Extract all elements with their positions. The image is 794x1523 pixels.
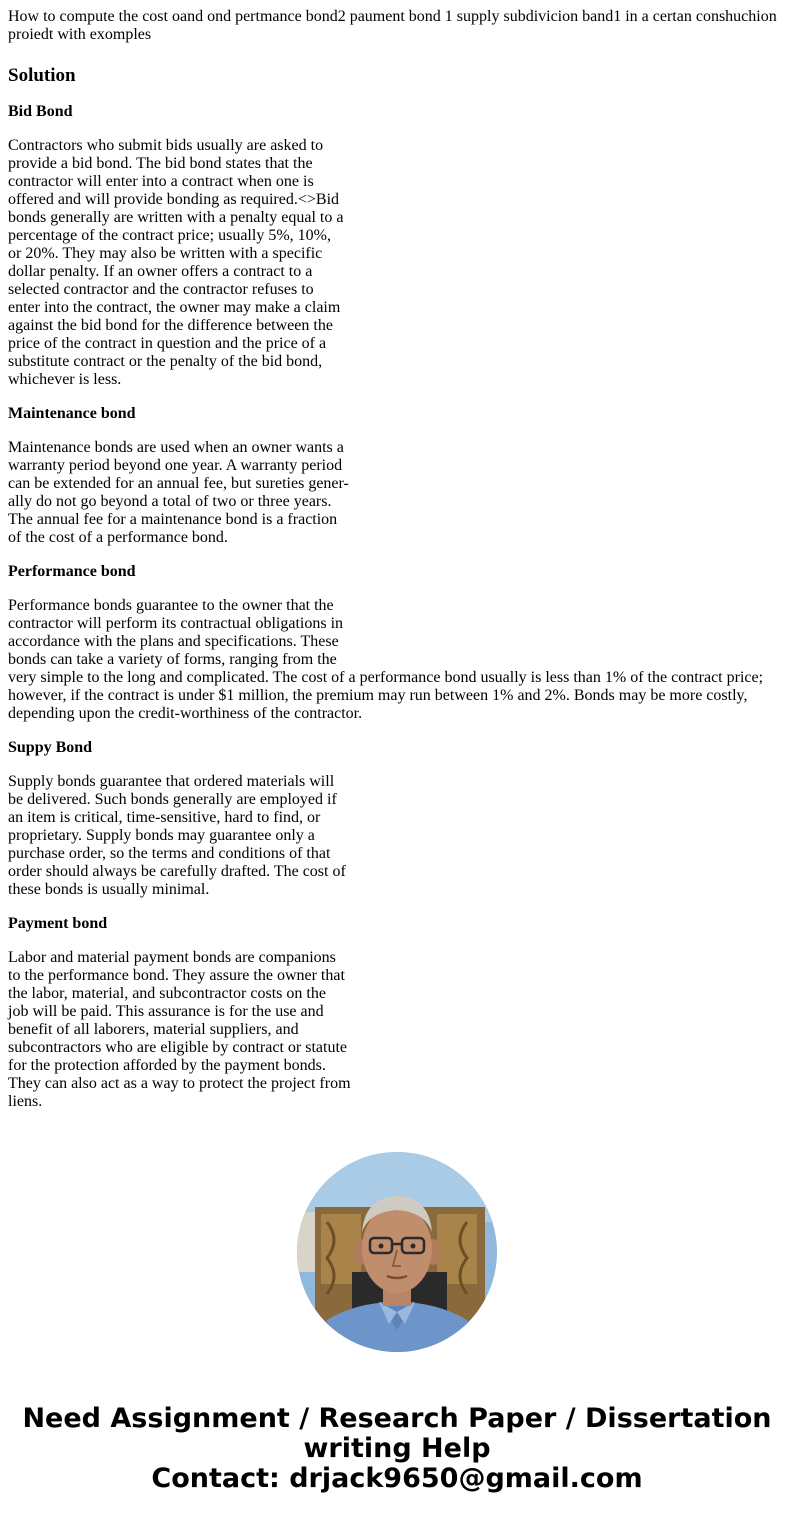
paragraph-tail: very simple to the long and complicated. The cost of a performance bond usually is less than 1% of the contract price; however, if the contract is under $1 million, the premium may run between 1% and 2%. Bonds may be more costly, depending upon the credit-worthiness of the contractor.	[8, 669, 764, 722]
section-maintenance-bond	[8, 405, 786, 547]
paragraph-line: the labor, material, and subcontractor costs on the	[8, 985, 326, 1002]
paragraph-line: whichever is less.	[8, 371, 122, 388]
section-paragraph	[8, 949, 786, 1111]
paragraph-line: price of the contract in question and the price of a	[8, 335, 327, 352]
portrait-image	[297, 1152, 497, 1352]
section-title: Payment bond	[8, 915, 108, 932]
paragraph-line: offered and will provide bonding as required.<>Bid	[8, 191, 340, 208]
paragraph-line: dollar penalty. If an owner offers a contract to a	[8, 263, 313, 280]
paragraph-line: subcontractors who are eligible by contract or statute	[8, 1039, 347, 1056]
paragraph-line: Supply bonds guarantee that ordered materials will	[8, 773, 335, 790]
section-paragraph	[8, 439, 786, 547]
solution-heading: Solution	[8, 65, 76, 86]
section-paragraph	[8, 137, 786, 389]
promo-banner	[0, 1404, 794, 1494]
paragraph-line: benefit of all laborers, material suppliers, and	[8, 1021, 299, 1038]
paragraph-line: or 20%. They may also be written with a specific	[8, 245, 323, 262]
section-paragraph	[8, 597, 786, 723]
paragraph-line: accordance with the plans and specifications. These	[8, 633, 339, 650]
paragraph-line: can be extended for an annual fee, but sureties gener-	[8, 475, 349, 492]
paragraph-line: contractor will perform its contractual obligations in	[8, 615, 344, 632]
paragraph-line: warranty period beyond one year. A warranty period	[8, 457, 343, 474]
paragraph-line: provide a bid bond. The bid bond states that the	[8, 155, 313, 172]
paragraph-line: purchase order, so the terms and conditions of that	[8, 845, 331, 862]
author-portrait	[297, 1152, 497, 1352]
paragraph-line: to the performance bond. They assure the owner that	[8, 967, 345, 984]
paragraph-line: Performance bonds guarantee to the owner that the	[8, 597, 334, 614]
section-title: Performance bond	[8, 563, 136, 580]
paragraph-line: be delivered. Such bonds generally are employed if	[8, 791, 337, 808]
paragraph-line: bonds generally are written with a penalty equal to a	[8, 209, 344, 226]
paragraph-line: Contractors who submit bids usually are asked to	[8, 137, 324, 154]
paragraph-line: these bonds is usually minimal.	[8, 881, 210, 898]
promo-contact: Contact: drjack9650@gmail.com	[151, 1463, 643, 1494]
paragraph-line: job will be paid. This assurance is for the use and	[8, 1003, 324, 1020]
question-text: How to compute the cost oand ond pertmance bond2 paument bond 1 supply subdivicion band1 in a certan conshuchion proiedt with exomples	[8, 8, 777, 43]
paragraph-line: percentage of the contract price; usually 5%, 10%,	[8, 227, 331, 244]
paragraph-line: proprietary. Supply bonds may guarantee only a	[8, 827, 315, 844]
section-supply-bond	[8, 739, 786, 899]
paragraph-line: bonds can take a variety of forms, ranging from the	[8, 651, 337, 668]
paragraph-line: against the bid bond for the difference between the	[8, 317, 333, 334]
paragraph-line: ally do not go beyond a total of two or three years.	[8, 493, 332, 510]
section-bid-bond	[8, 103, 786, 389]
paragraph-line: substitute contract or the penalty of the bid bond,	[8, 353, 323, 370]
paragraph-line: for the protection afforded by the payment bonds.	[8, 1057, 326, 1074]
paragraph-line: an item is critical, time-sensitive, hard to find, or	[8, 809, 321, 826]
section-title: Maintenance bond	[8, 405, 136, 422]
paragraph-line: of the cost of a performance bond.	[8, 529, 228, 546]
paragraph-line: contractor will enter into a contract when one is	[8, 173, 314, 190]
section-payment-bond	[8, 915, 786, 1111]
promo-line: Need Assignment / Research Paper / Dissertation	[22, 1403, 772, 1434]
section-paragraph	[8, 773, 786, 899]
promo-line: writing Help	[303, 1433, 491, 1464]
paragraph-line: The annual fee for a maintenance bond is a fraction	[8, 511, 338, 528]
section-performance-bond	[8, 563, 786, 723]
paragraph-line: liens.	[8, 1093, 43, 1110]
section-title: Bid Bond	[8, 103, 73, 120]
section-title: Suppy Bond	[8, 739, 93, 756]
paragraph-line: selected contractor and the contractor refuses to	[8, 281, 314, 298]
paragraph-line: Labor and material payment bonds are companions	[8, 949, 336, 966]
paragraph-line: order should always be carefully drafted. The cost of	[8, 863, 346, 880]
paragraph-line: They can also act as a way to protect the project from	[8, 1075, 351, 1092]
paragraph-line: enter into the contract, the owner may make a claim	[8, 299, 341, 316]
paragraph-line: Maintenance bonds are used when an owner wants a	[8, 439, 344, 456]
